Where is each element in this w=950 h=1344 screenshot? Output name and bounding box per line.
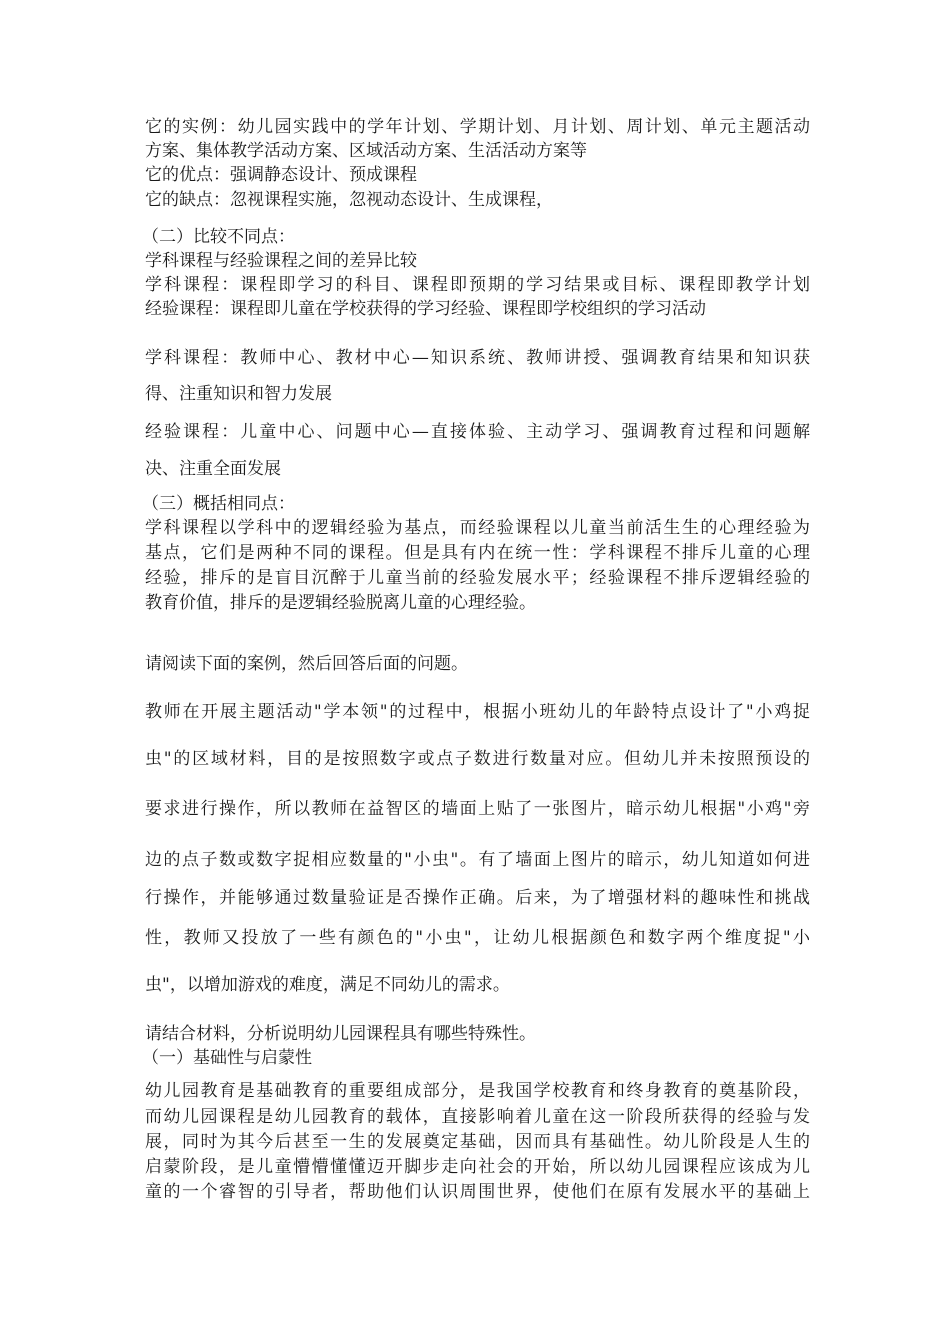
text-line: 行操作，并能够通过数量验证是否操作正确。后来，为了增强材料的趣味性和挑战 [145, 888, 810, 908]
text-line: 虫"的区域材料，目的是按照数字或点子数进行数量对应。但幼儿并未按照预设的 [145, 749, 810, 769]
section-heading: （三）概括相同点： [142, 494, 295, 514]
text-line: 方案、集体教学活动方案、区域活动方案、生活活动方案等 [145, 141, 587, 161]
text-line: 请结合材料，分析说明幼儿园课程具有哪些特殊性。 [145, 1024, 536, 1044]
text-line: 而幼儿园课程是幼儿园教育的载体，直接影响着儿童在这一阶段所获得的经验与发 [145, 1107, 810, 1127]
text-line: 性，教师又投放了一些有颜色的"小虫"，让幼儿根据颜色和数字两个维度捉"小 [145, 928, 810, 948]
text-line: 边的点子数或数字捉相应数量的"小虫"。有了墙面上图片的暗示，幼儿知道如何进 [145, 850, 810, 870]
text-line: 它的实例：幼儿园实践中的学年计划、学期计划、月计划、周计划、单元主题活动 [145, 117, 810, 137]
text-line: 启蒙阶段，是儿童懵懵懂懂迈开脚步走向社会的开始，所以幼儿园课程应该成为儿 [145, 1157, 810, 1177]
text-line: 虫"，以增加游戏的难度，满足不同幼儿的需求。 [145, 975, 510, 995]
text-line: 要求进行操作，所以教师在益智区的墙面上贴了一张图片，暗示幼儿根据"小鸡"旁 [145, 799, 810, 819]
text-line: 展，同时为其今后甚至一生的发展奠定基础，因而具有基础性。幼儿阶段是人生的 [145, 1132, 810, 1152]
text-line: 学科课程：课程即学习的科目、课程即预期的学习结果或目标、课程即教学计划 [145, 275, 810, 295]
section-heading: （一）基础性与启蒙性 [142, 1048, 312, 1068]
section-heading: （二）比较不同点： [142, 227, 295, 247]
text-line: 幼儿园教育是基础教育的重要组成部分，是我国学校教育和终身教育的奠基阶段， [145, 1081, 810, 1101]
text-line: 请阅读下面的案例，然后回答后面的问题。 [145, 654, 468, 674]
text-line: 得、注重知识和智力发展 [145, 384, 332, 404]
text-line: 经验，排斥的是盲目沉醉于儿童当前的经验发展水平；经验课程不排斥逻辑经验的 [145, 568, 810, 588]
text-line: 经验课程：课程即儿童在学校获得的学习经验、课程即学校组织的学习活动 [145, 299, 706, 319]
text-line: 学科课程以学科中的逻辑经验为基点，而经验课程以儿童当前活生生的心理经验为 [145, 518, 810, 538]
text-line: 教育价值，排斥的是逻辑经验脱离儿童的心理经验。 [145, 593, 536, 613]
text-line: 经验课程：儿童中心、问题中心—直接体验、主动学习、强调教育过程和问题解 [145, 422, 810, 442]
text-line: 童的一个睿智的引导者，帮助他们认识周围世界，使他们在原有发展水平的基础上 [145, 1182, 810, 1202]
text-line: 学科课程：教师中心、教材中心—知识系统、教师讲授、强调教育结果和知识获 [145, 348, 810, 368]
text-line: 决、注重全面发展 [145, 459, 281, 479]
text-line: 学科课程与经验课程之间的差异比较 [145, 251, 417, 271]
text-line: 它的优点：强调静态设计、预成课程 [145, 165, 417, 185]
text-line: 基点，它们是两种不同的课程。但是具有内在统一性：学科课程不排斥儿童的心理 [145, 543, 810, 563]
text-line: 教师在开展主题活动"学本领"的过程中，根据小班幼儿的年龄特点设计了"小鸡捉 [145, 702, 810, 722]
text-line: 它的缺点：忽视课程实施，忽视动态设计、生成课程， [145, 190, 553, 210]
